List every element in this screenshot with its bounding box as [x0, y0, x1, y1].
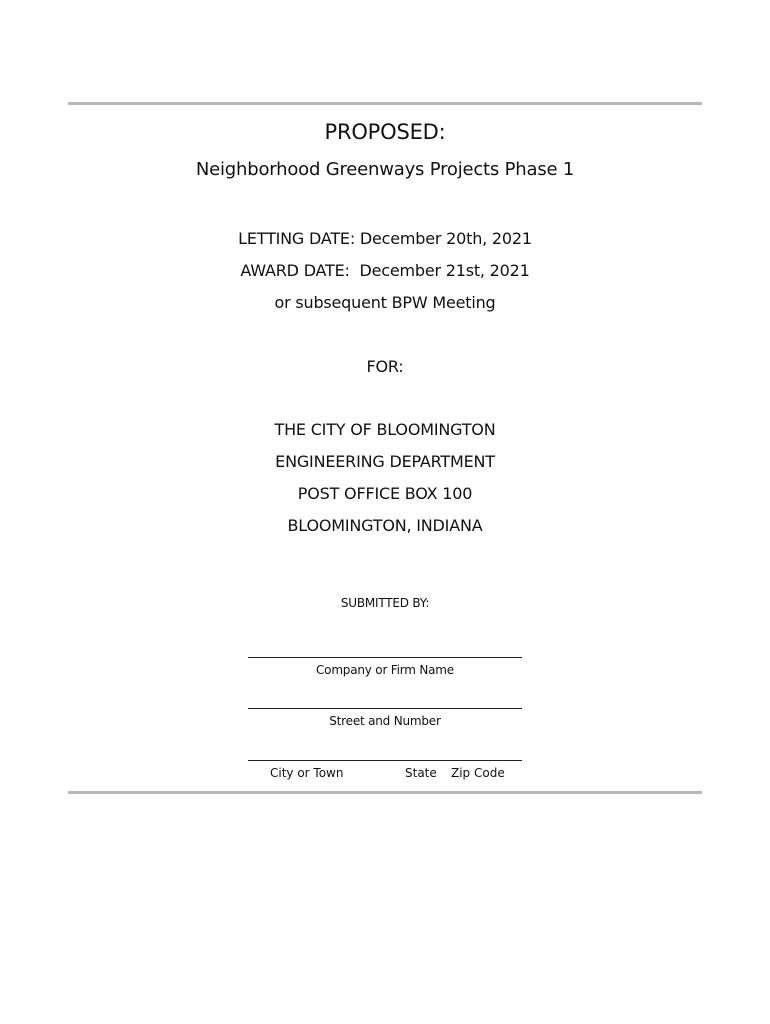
- award-note: or subsequent BPW Meeting: [274, 293, 496, 312]
- company-field-label: Company or Firm Name: [316, 663, 454, 677]
- company-blank-line[interactable]: [248, 657, 522, 658]
- state-field-label: State: [405, 766, 437, 780]
- recipient-line-2: ENGINEERING DEPARTMENT: [275, 452, 495, 471]
- for-label: FOR:: [366, 357, 404, 376]
- submitted-by-label: SUBMITTED BY:: [340, 596, 430, 610]
- street-blank-line[interactable]: [248, 708, 522, 709]
- bottom-divider: [68, 791, 702, 794]
- city-state-zip-blank-line[interactable]: [248, 760, 522, 761]
- city-field-label: City or Town: [270, 766, 344, 780]
- street-field-label: Street and Number: [329, 714, 441, 728]
- recipient-line-3: POST OFFICE BOX 100: [297, 484, 473, 503]
- recipient-line-4: BLOOMINGTON, INDIANA: [287, 516, 483, 535]
- letting-date: LETTING DATE: December 20th, 2021: [238, 229, 532, 248]
- project-name: Neighborhood Greenways Projects Phase 1: [195, 159, 575, 180]
- heading-proposed: PROPOSED:: [324, 120, 446, 144]
- award-date: AWARD DATE: December 21st, 2021: [240, 261, 530, 280]
- recipient-line-1: THE CITY OF BLOOMINGTON: [274, 420, 496, 439]
- zip-field-label: Zip Code: [451, 766, 505, 780]
- top-divider: [68, 102, 702, 105]
